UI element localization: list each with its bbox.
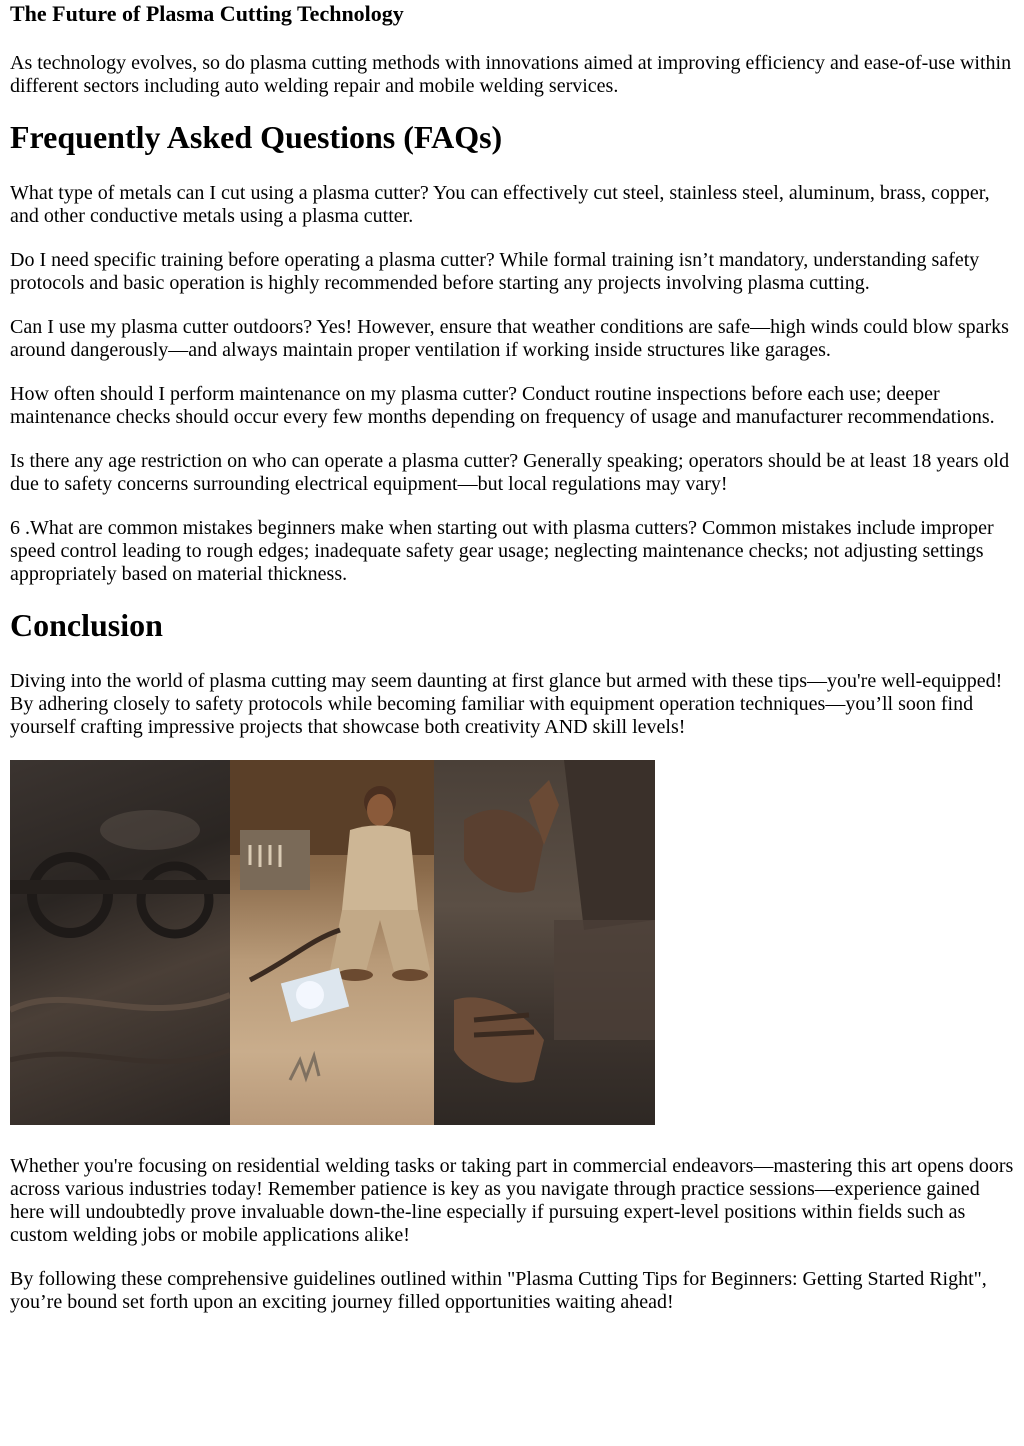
faq-item-6: 6 .What are common mistakes beginners make when starting out with plasma cutters? Common mistakes include improper speed control leading to rough edges; inadequate safety gear usage; neglecting maintenance checks; not adjusting settings appropriately based on material thickness. (10, 517, 994, 585)
faq-item-5: Is there any age restriction on who can operate a plasma cutter? Generally speaking; operators should be at least 18 years old due to safety concerns surrounding electrical equipment—but local regulations may vary! (10, 450, 1010, 495)
conclusion-heading: Conclusion (10, 607, 163, 643)
faq-item-1: What type of metals can I cut using a plasma cutter? You can effectively cut steel, stainless steel, aluminum, brass, copper, and other conductive metals using a plasma cutter. (10, 182, 990, 227)
conclusion-paragraph-3: By following these comprehensive guidelines outlined within "Plasma Cutting Tips for Beginners: Getting Started Right", you’re bound set forth upon an exciting journey filled opportunities waiting ahead! (10, 1268, 987, 1313)
faq-item-2: Do I need specific training before operating a plasma cutter? While formal training isn’t mandatory, understanding safety protocols and basic operation is highly recommended before starting any projects involving plasma cutting. (10, 249, 980, 294)
future-paragraph: As technology evolves, so do plasma cutting methods with innovations aimed at improving efficiency and ease-of-use within different sectors including auto welding repair and mobile welding services. (10, 52, 1012, 97)
photo-center-panel (230, 760, 434, 1125)
photo-right-panel (434, 760, 655, 1125)
conclusion-paragraph-2: Whether you're focusing on residential welding tasks or taking part in commercial endeavors—mastering this art opens doors across various industries today! Remember patience is key as you navigate through practice sessions—experience gained here will undoubtedly prove invaluable down-the-line especially if pursuing expert-level positions within fields such as custom welding jobs or mobile applications alike! (10, 1155, 1014, 1246)
faq-item-4: How often should I perform maintenance on my plasma cutter? Conduct routine inspections before each use; deeper maintenance checks should occur every few months depending on frequency of usage and manufacturer recommendations. (10, 383, 995, 428)
conclusion-intro: Diving into the world of plasma cutting may seem daunting at first glance but armed with these tips—you're well-equipped! By adhering closely to safety protocols while becoming familiar with equipment operation techniques—you’ll soon find yourself crafting impressive projects that showcase both creativity AND skill levels! (10, 670, 1003, 738)
welder-photo (10, 760, 655, 1125)
machinery-silhouette (10, 760, 230, 1125)
closeup-hands (434, 760, 655, 1125)
photo-left-panel (10, 760, 230, 1125)
faq-heading: Frequently Asked Questions (FAQs) (10, 119, 503, 155)
faq-item-3: Can I use my plasma cutter outdoors? Yes! However, ensure that weather conditions are safe—high winds could blow sparks around dangerously—and always maintain proper ventilation if working inside structures like garages. (10, 316, 1009, 361)
welder-figure (230, 760, 434, 1125)
future-heading: The Future of Plasma Cutting Technology (10, 1, 404, 26)
